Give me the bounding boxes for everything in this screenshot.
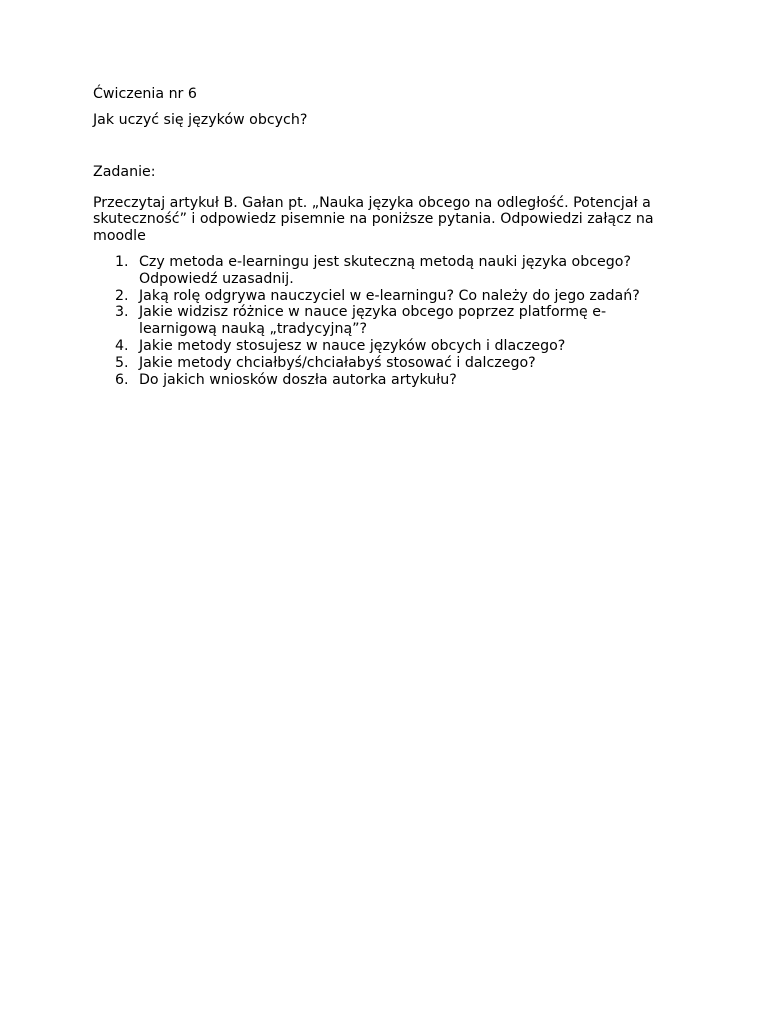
question-text [139,254,673,288]
exercise-subtitle: Jak uczyć się języków obcych? [93,111,308,128]
question-text [139,338,673,355]
question-number: 2. [115,287,129,304]
question-item [93,254,673,288]
question-text [139,355,673,372]
question-line: Do jakich wniosków doszła autorka artykułu? [139,371,457,388]
question-number: 1. [115,253,129,270]
instructions-line: moodle [93,228,146,245]
question-number: 3. [115,304,129,321]
instructions-line: Przeczytaj artykuł B. Gałan pt. „Nauka języka obcego na odległość. Potencjał a [93,194,651,211]
question-item [93,288,673,305]
question-item [93,338,673,355]
question-number: 5. [115,354,129,371]
question-line: Jakie widzisz różnice w nauce języka obcego poprzez platformę e- [139,304,607,321]
question-text [139,288,673,305]
document-body [93,86,673,388]
question-item [93,372,673,389]
question-line: Jaką rolę odgrywa nauczyciel w e-learningu? Co należy do jego zadań? [139,287,640,304]
question-item [93,304,673,338]
instructions-line: skuteczność” i odpowiedz pisemnie na poniższe pytania. Odpowiedzi załącz na [93,211,654,228]
question-line: Jakie metody stosujesz w nauce języków obcych i dlaczego? [139,337,566,354]
question-number: 4. [115,337,129,354]
question-line: learnigową nauką „tradycyjną”? [139,321,368,338]
question-text [139,372,673,389]
question-item [93,355,673,372]
question-number: 6. [115,371,129,388]
task-instructions [93,195,673,245]
question-line: Czy metoda e-learningu jest skuteczną metodą nauki języka obcego? [139,253,631,270]
question-line: Jakie metody chciałbyś/chciałabyś stosować i dalczego? [139,354,536,371]
exercise-title: Ćwiczenia nr 6 [93,86,197,102]
questions-list [93,254,673,388]
task-label: Zadanie: [93,163,156,180]
question-text [139,304,673,338]
question-line: Odpowiedź uzasadnij. [139,270,294,287]
